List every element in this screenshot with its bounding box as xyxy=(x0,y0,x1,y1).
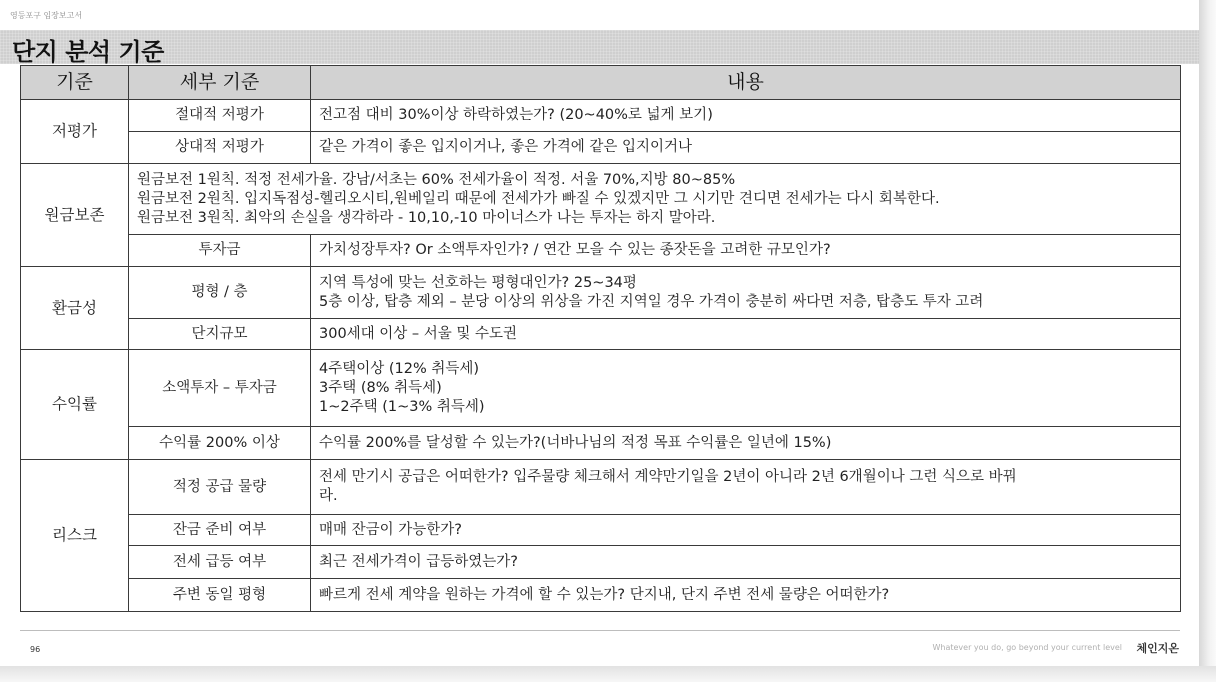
content-line: 최근 전세가격이 급등하였는가? xyxy=(319,553,519,570)
content-line: 수익률 200%를 달성할 수 있는가?(너바나님의 적정 목표 수익률은 일년에 15%) xyxy=(319,434,832,451)
content-line: 지역 특성에 맞는 선호하는 평형대인가? 25~34평 xyxy=(319,274,637,291)
table-row xyxy=(21,164,1181,235)
sub-criterion-cell: 수익률 200% 이상 xyxy=(129,427,311,460)
content-line: 빠르게 전세 계약을 원하는 가격에 할 수 있는가? 단지내, 단지 주변 전세 물량은 어떠한가? xyxy=(319,586,890,603)
content-cell xyxy=(311,132,1181,164)
page-number: 96 xyxy=(30,645,41,654)
content-line: 가치성장투자? Or 소액투자인가? / 연간 모을 수 있는 종잣돈을 고려한 규모인가? xyxy=(319,242,831,258)
content-line: 5층 이상, 탑층 제외 – 분당 이상의 위상을 가진 지역일 경우 가격이 충분히 싸다면 저층, 탑층도 투자 고려 xyxy=(319,293,984,310)
content-cell xyxy=(311,350,1181,427)
table-header-row xyxy=(21,66,1181,100)
table-row xyxy=(21,427,1181,460)
table-row xyxy=(21,319,1181,350)
sub-criterion-cell: 투자금 xyxy=(129,235,311,267)
sub-criterion-cell: 잔금 준비 여부 xyxy=(129,515,311,546)
content-cell xyxy=(311,546,1181,579)
content-line: 원금보전 3원칙. 최악의 손실을 생각하라 - 10,10,-10 마이너스가 나는 투자는 하지 말아라. xyxy=(137,209,716,226)
content-cell xyxy=(311,579,1181,612)
title-bar xyxy=(0,30,1199,64)
content-line: 300세대 이상 – 서울 및 수도권 xyxy=(319,325,518,342)
table-row xyxy=(21,460,1181,515)
footer-brand-logo: 체인지온 xyxy=(1136,642,1179,655)
content-line: 원금보전 1원칙. 적정 전세가율. 강남/서초는 60% 전세가율이 적정. 서울 70%,지방 80~85% xyxy=(137,171,736,188)
content-cell xyxy=(311,427,1181,460)
table-row xyxy=(21,100,1181,132)
criteria-table xyxy=(20,65,1181,612)
page-title: 단지 분석 기준 xyxy=(12,38,164,66)
table-row xyxy=(21,350,1181,427)
criterion-cell: 원금보존 xyxy=(21,164,129,267)
merged-content-cell xyxy=(129,164,1181,235)
content-line: 전고점 대비 30%이상 하락하였는가? (20~40%로 넓게 보기) xyxy=(319,107,713,123)
criterion-cell: 리스크 xyxy=(21,460,129,612)
content-line: 라. xyxy=(319,488,338,504)
content-line: 1~2주택 (1~3% 취득세) xyxy=(319,398,485,415)
content-cell xyxy=(311,319,1181,350)
content-cell xyxy=(311,235,1181,267)
header-criterion: 기준 xyxy=(21,66,129,100)
sub-criterion-cell: 상대적 저평가 xyxy=(129,132,311,164)
criterion-cell: 환금성 xyxy=(21,267,129,350)
header-sub-criterion: 세부 기준 xyxy=(129,66,311,100)
footer-slogan: Whatever you do, go beyond your current level xyxy=(932,643,1122,652)
sub-criterion-cell: 적정 공급 물량 xyxy=(129,460,311,515)
table-row xyxy=(21,267,1181,319)
sub-criterion-cell: 주변 동일 평형 xyxy=(129,579,311,612)
content-line: 4주택이상 (12% 취득세) xyxy=(319,360,480,377)
content-line: 원금보전 2원칙. 입지독점성-헬리오시티,원베일리 때문에 전세가가 빠질 수 있겠지만 그 시기만 견디면 전세가는 다시 회복한다. xyxy=(137,190,940,207)
page-edge-shadow xyxy=(1199,0,1216,682)
sub-criterion-cell: 평형 / 층 xyxy=(129,267,311,319)
content-line: 전세 만기시 공급은 어떠한가? 입주물량 체크해서 계약만기일을 2년이 아니라 2년 6개월이나 그런 식으로 바꿔 xyxy=(319,469,1017,485)
table-row xyxy=(21,515,1181,546)
footer-divider xyxy=(20,630,1180,631)
sub-criterion-cell: 소액투자 – 투자금 xyxy=(129,350,311,427)
table-row xyxy=(21,546,1181,579)
criterion-cell: 수익률 xyxy=(21,350,129,460)
sub-criterion-cell: 단지규모 xyxy=(129,319,311,350)
content-cell xyxy=(311,267,1181,319)
table-row xyxy=(21,579,1181,612)
content-cell xyxy=(311,515,1181,546)
sub-criterion-cell: 절대적 저평가 xyxy=(129,100,311,132)
header-content: 내용 xyxy=(311,66,1181,100)
report-header-note: 영등포구 임장보고서 xyxy=(10,11,83,20)
content-line: 같은 가격이 좋은 입지이거나, 좋은 가격에 같은 입지이거나 xyxy=(319,139,693,155)
content-line: 3주택 (8% 취득세) xyxy=(319,379,442,396)
content-cell xyxy=(311,460,1181,515)
criterion-cell: 저평가 xyxy=(21,100,129,164)
content-cell xyxy=(311,100,1181,132)
page-bottom-shadow xyxy=(0,666,1216,682)
content-line: 매매 잔금이 가능한가? xyxy=(319,521,462,538)
table-row xyxy=(21,235,1181,267)
sub-criterion-cell: 전세 급등 여부 xyxy=(129,546,311,579)
table-row xyxy=(21,132,1181,164)
